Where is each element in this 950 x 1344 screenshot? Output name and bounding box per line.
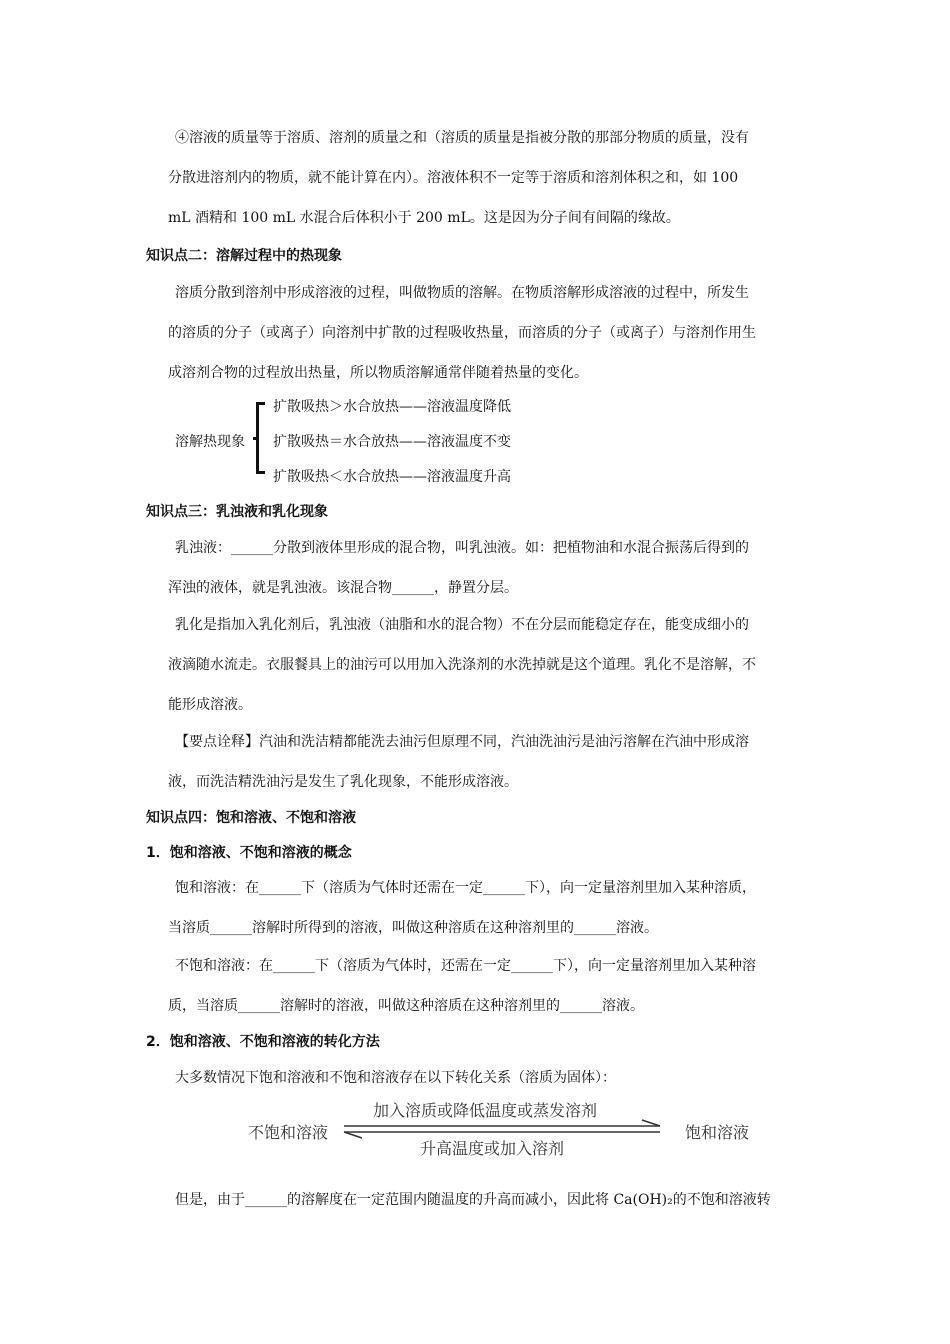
paragraph-line: 分散进溶剂内的物质，就不能计算在内）。溶液体积不一定等于溶质和溶剂体积之和，如 100 [168,170,739,186]
paragraph-line: 的溶质的分子（或离子）向溶剂中扩散的过程吸收热量，而溶质的分子（或离子）与溶剂作用生 [168,325,756,341]
paragraph-line: 当溶质______溶解时所得到的溶液，叫做这种溶质在这种溶剂里的______溶液。 [168,920,658,936]
heat-phenomenon-label: 溶解热现象 [175,434,245,450]
paragraph-line: 成溶剂合物的过程放出热量，所以物质溶解通常伴随着热量的变化。 [168,365,588,381]
paragraph-line: 质，当溶质______溶解时的溶液，叫做这种溶质在这种溶剂里的______溶液。 [168,998,644,1014]
paragraph-line: ④溶液的质量等于溶质、溶剂的质量之和（溶质的质量是指被分散的那部分物质的质量，没有 [175,130,749,146]
paragraph-line: 能形成溶液。 [168,697,252,713]
paragraph-line: 乳化是指加入乳化剂后，乳浊液（油脂和水的混合物）不在分层而能稳定存在，能变成细小的 [175,617,749,633]
subsection-heading: 2．饱和溶液、不饱和溶液的转化方法 [146,1034,380,1050]
paragraph-line: 乳浊液：______分散到液体里形成的混合物，叫乳浊液。如：把植物油和水混合振荡后得到的 [175,540,749,556]
saturated-label: 饱和溶液 [685,1123,750,1142]
section-heading: 知识点二：溶解过程中的热现象 [146,248,342,264]
brace-bracket [253,398,265,480]
paragraph-line: 但是，由于______的溶解度在一定范围内随温度的升高而减小，因此将 Ca(OH)₂的不饱和溶液转 [175,1192,771,1208]
equilibrium-arrows-icon [240,1100,780,1170]
paragraph-line: 溶质分散到溶剂中形成溶液的过程，叫做物质的溶解。在物质溶解形成溶液的过程中，所发生 [175,285,749,301]
paragraph-line: 不饱和溶液：在______下（溶质为气体时，还需在一定______下），向一定量溶剂里加入某种溶 [175,958,756,974]
paragraph-line: 饱和溶液：在______下（溶质为气体时还需在一定______下），向一定量溶剂里加入某种溶质， [175,880,756,896]
paragraph-line: mL 酒精和 100 mL 水混合后体积小于 200 mL。这是因为分子间有间隔的缘故。 [168,210,680,226]
section-heading: 知识点四：饱和溶液、不饱和溶液 [146,810,356,826]
key-point-note: 【要点诠释】汽油和洗洁精都能洗去油污但原理不同，汽油洗油污是油污溶解在汽油中形成溶 [175,734,749,750]
heat-case-item: 扩散吸热＝水合放热——溶液温度不变 [273,434,511,450]
paragraph-line: 大多数情况下饱和溶液和不饱和溶液存在以下转化关系（溶质为固体）： [175,1070,616,1086]
paragraph-line: 浑浊的液体，就是乳浊液。该混合物______，静置分层。 [168,580,518,596]
paragraph-line: 液滴随水流走。衣服餐具上的油污可以用加入洗涤剂的水洗掉就是这个道理。乳化不是溶解，不 [168,657,756,673]
subsection-heading: 1．饱和溶液、不饱和溶液的概念 [146,845,352,861]
unsaturated-label: 不饱和溶液 [248,1123,329,1142]
paragraph-line: 液，而洗洁精洗油污是发生了乳化现象，不能形成溶液。 [168,774,518,790]
section-heading: 知识点三：乳浊液和乳化现象 [146,504,328,520]
heat-case-item: 扩散吸热＞水合放热——溶液温度降低 [273,399,511,415]
forward-condition: 加入溶质或降低温度或蒸发溶剂 [373,1101,598,1120]
reverse-condition: 升高温度或加入溶剂 [420,1139,565,1158]
heat-case-item: 扩散吸热＜水合放热——溶液温度升高 [273,469,511,485]
conversion-diagram [240,1100,780,1170]
